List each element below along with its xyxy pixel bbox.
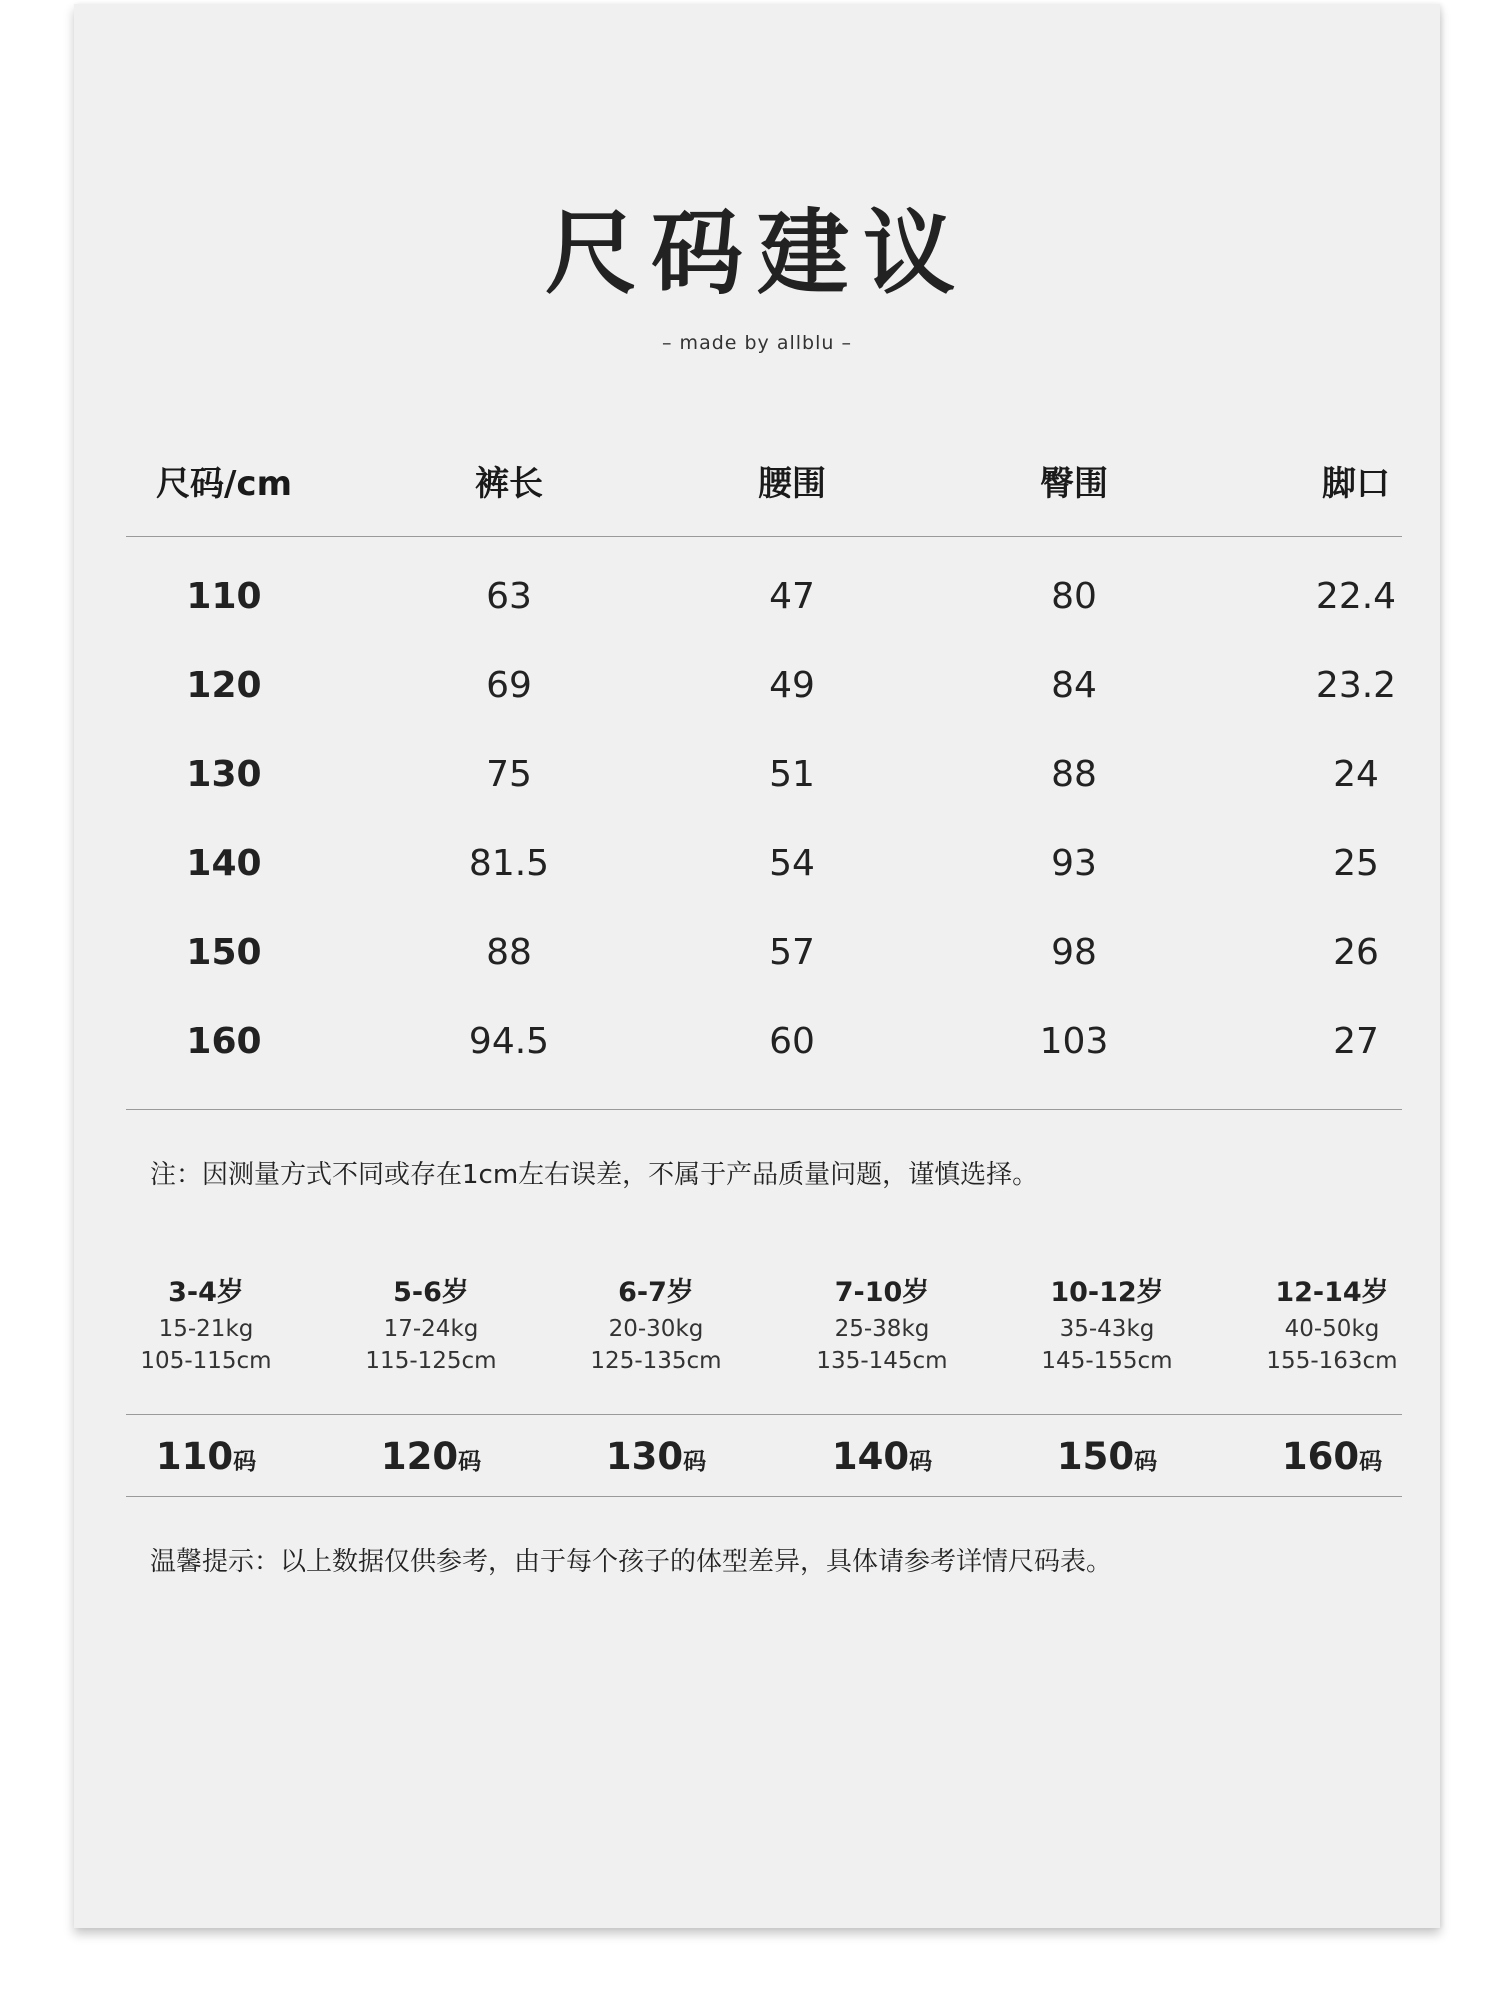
row-hem-cell: 26 xyxy=(1333,932,1379,973)
row-size-cell: 150 xyxy=(186,932,262,973)
weight-range: 17-24kg xyxy=(383,1316,479,1342)
age-label: 6-7岁 xyxy=(618,1277,694,1308)
row-hip-cell: 84 xyxy=(1051,665,1097,706)
size-unit: 码 xyxy=(909,1449,933,1475)
size-unit: 码 xyxy=(683,1449,707,1475)
size-unit: 码 xyxy=(1134,1449,1158,1475)
page-subtitle: – made by allblu – xyxy=(662,332,852,354)
recommended-size-row xyxy=(74,1416,1440,1498)
height-range: 135-145cm xyxy=(816,1348,948,1374)
warm-tip: 温馨提示：以上数据仅供参考，由于每个孩子的体型差异，具体请参考详情尺码表。 xyxy=(150,1547,1113,1577)
size-number: 110 xyxy=(155,1435,234,1478)
table-row xyxy=(126,913,1402,993)
row-waist-cell: 57 xyxy=(769,932,815,973)
age-column xyxy=(772,1273,992,1377)
age-label: 5-6岁 xyxy=(393,1277,469,1308)
height-range: 105-115cm xyxy=(140,1348,272,1374)
age-column xyxy=(321,1273,541,1377)
row-hip-cell: 88 xyxy=(1051,754,1097,795)
row-hip-cell: 80 xyxy=(1051,576,1097,617)
size-number: 120 xyxy=(380,1435,459,1478)
header-divider xyxy=(126,536,1402,537)
age-label: 7-10岁 xyxy=(834,1277,930,1308)
row-hem-cell: 24 xyxy=(1333,754,1379,795)
size-number: 150 xyxy=(1056,1435,1135,1478)
row-hip-cell: 103 xyxy=(1039,1021,1109,1062)
size-table-header xyxy=(126,452,1402,516)
recommended-size xyxy=(997,1416,1217,1505)
row-size-cell: 120 xyxy=(186,665,262,706)
size-row-divider xyxy=(126,1496,1402,1497)
row-waist-cell: 60 xyxy=(769,1021,815,1062)
size-number: 140 xyxy=(831,1435,910,1478)
height-range: 155-163cm xyxy=(1266,1348,1398,1374)
age-column xyxy=(546,1273,766,1377)
measurement-note: 注：因测量方式不同或存在1cm左右误差，不属于产品质量问题，谨慎选择。 xyxy=(150,1160,1039,1190)
header-waist: 腰围 xyxy=(758,464,826,504)
header-hem: 脚口 xyxy=(1322,464,1390,504)
row-length-cell: 88 xyxy=(486,932,532,973)
size-unit: 码 xyxy=(458,1449,482,1475)
weight-range: 15-21kg xyxy=(158,1316,254,1342)
weight-range: 25-38kg xyxy=(834,1316,930,1342)
size-unit: 码 xyxy=(1359,1449,1383,1475)
row-hem-cell: 25 xyxy=(1333,843,1379,884)
recommended-size xyxy=(1222,1416,1442,1505)
row-waist-cell: 47 xyxy=(769,576,815,617)
row-waist-cell: 49 xyxy=(769,665,815,706)
height-range: 115-125cm xyxy=(365,1348,497,1374)
recommended-size xyxy=(546,1416,766,1505)
table-bottom-divider xyxy=(126,1109,1402,1110)
row-length-cell: 94.5 xyxy=(468,1021,550,1062)
table-row xyxy=(126,1002,1402,1082)
row-length-cell: 75 xyxy=(486,754,532,795)
row-hip-cell: 93 xyxy=(1051,843,1097,884)
row-size-cell: 160 xyxy=(186,1021,262,1062)
weight-range: 20-30kg xyxy=(608,1316,704,1342)
age-label: 10-12岁 xyxy=(1050,1277,1164,1308)
age-divider xyxy=(126,1414,1402,1415)
age-column xyxy=(1222,1273,1442,1377)
table-row xyxy=(126,646,1402,726)
row-size-cell: 130 xyxy=(186,754,262,795)
header-hip: 臀围 xyxy=(1040,464,1108,504)
row-hem-cell: 23.2 xyxy=(1315,665,1397,706)
row-waist-cell: 51 xyxy=(769,754,815,795)
row-size-cell: 110 xyxy=(186,576,262,617)
header-size: 尺码/cm xyxy=(156,464,292,504)
table-row xyxy=(126,824,1402,904)
size-number: 130 xyxy=(605,1435,684,1478)
recommended-size xyxy=(321,1416,541,1505)
age-column xyxy=(96,1273,316,1377)
weight-range: 40-50kg xyxy=(1284,1316,1380,1342)
size-number: 160 xyxy=(1281,1435,1360,1478)
recommended-size xyxy=(96,1416,316,1505)
row-hem-cell: 22.4 xyxy=(1315,576,1397,617)
row-length-cell: 69 xyxy=(486,665,532,706)
age-label: 12-14岁 xyxy=(1275,1277,1389,1308)
size-unit: 码 xyxy=(233,1449,257,1475)
row-hem-cell: 27 xyxy=(1333,1021,1379,1062)
age-label: 3-4岁 xyxy=(168,1277,244,1308)
row-size-cell: 140 xyxy=(186,843,262,884)
row-waist-cell: 54 xyxy=(769,843,815,884)
recommended-size xyxy=(772,1416,992,1505)
age-column xyxy=(997,1273,1217,1377)
row-length-cell: 63 xyxy=(486,576,532,617)
table-row xyxy=(126,557,1402,637)
weight-range: 35-43kg xyxy=(1059,1316,1155,1342)
table-row xyxy=(126,735,1402,815)
row-hip-cell: 98 xyxy=(1051,932,1097,973)
size-chart-sheet xyxy=(74,4,1440,1928)
header-length: 裤长 xyxy=(475,464,543,504)
height-range: 125-135cm xyxy=(590,1348,722,1374)
page-title: 尺码建议 xyxy=(544,200,969,307)
row-length-cell: 81.5 xyxy=(468,843,550,884)
height-range: 145-155cm xyxy=(1041,1348,1173,1374)
